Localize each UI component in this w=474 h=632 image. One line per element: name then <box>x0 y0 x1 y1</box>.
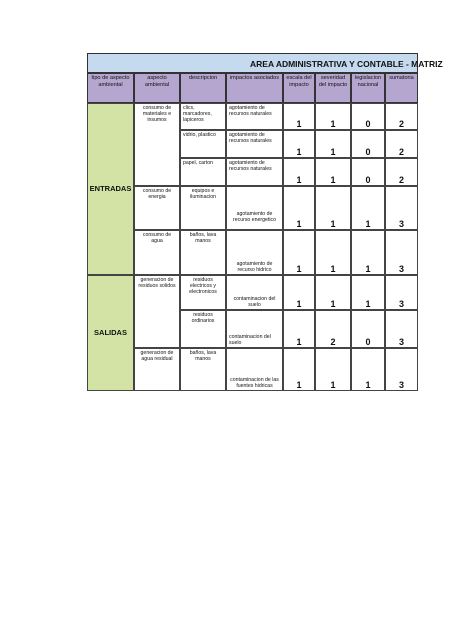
row-escala: 1 <box>283 275 315 310</box>
row-impacto: contaminacion del suelo <box>226 310 283 348</box>
row-escala: 1 <box>283 103 315 130</box>
row-severidad: 1 <box>315 275 351 310</box>
row-escala: 1 <box>283 186 315 230</box>
row-impacto: contaminacion del suelo <box>226 275 283 310</box>
row-impacto: agotamiento de recursos naturales <box>226 103 283 130</box>
row-descripcion: residuos ordinarios <box>180 310 226 348</box>
row-sumatoria: 3 <box>385 230 418 275</box>
header-tipo: tipo de aspecto ambiental <box>87 73 134 103</box>
aspect-agua: consumo de agua <box>134 230 180 275</box>
aspect-agua-residual: generacion de agua residual <box>134 348 180 391</box>
title-bar <box>87 53 443 73</box>
row-severidad: 1 <box>315 130 351 158</box>
row-escala: 1 <box>283 348 315 391</box>
row-escala: 1 <box>283 158 315 186</box>
row-legislacion: 1 <box>351 186 385 230</box>
row-severidad: 1 <box>315 186 351 230</box>
row-severidad: 1 <box>315 230 351 275</box>
row-sumatoria: 3 <box>385 348 418 391</box>
row-legislacion: 1 <box>351 275 385 310</box>
row-descripcion: baños, lava manos <box>180 230 226 275</box>
row-sumatoria: 3 <box>385 186 418 230</box>
row-severidad: 1 <box>315 348 351 391</box>
row-impacto: contaminacion de las fuentes hidricas <box>226 348 283 391</box>
row-descripcion: papel, carton <box>180 158 226 186</box>
row-escala: 1 <box>283 130 315 158</box>
row-legislacion: 0 <box>351 310 385 348</box>
matrix-title: AREA ADMINISTRATIVA Y CONTABLE - MATRIZ <box>250 59 443 69</box>
row-severidad: 2 <box>315 310 351 348</box>
row-impacto: agotamiento de recurso hidrico <box>226 230 283 275</box>
row-severidad: 1 <box>315 103 351 130</box>
row-descripcion: vidrio, plastico <box>180 130 226 158</box>
header-aspecto: aspecto ambiental <box>134 73 180 103</box>
header-descripcion: descripcion <box>180 73 226 103</box>
row-sumatoria: 2 <box>385 103 418 130</box>
aspect-energia: consumo de energia <box>134 186 180 230</box>
row-descripcion: baños, lava manos <box>180 348 226 391</box>
row-legislacion: 1 <box>351 230 385 275</box>
row-legislacion: 1 <box>351 348 385 391</box>
row-escala: 1 <box>283 310 315 348</box>
row-escala: 1 <box>283 230 315 275</box>
row-impacto: agotamiento de recurso energetico <box>226 186 283 230</box>
row-impacto: agotamiento de recursos naturales <box>226 130 283 158</box>
group-salidas: SALIDAS <box>87 275 134 391</box>
row-descripcion: clics, marcadores, lapiceros <box>180 103 226 130</box>
header-sumatoria: sumatoria <box>385 73 418 103</box>
row-sumatoria: 2 <box>385 158 418 186</box>
header-legislacion: legislacion nacional <box>351 73 385 103</box>
aspect-residuos-solidos: generacion de residuos solidos <box>134 275 180 348</box>
header-severidad: severidad del impacto <box>315 73 351 103</box>
row-legislacion: 0 <box>351 103 385 130</box>
row-severidad: 1 <box>315 158 351 186</box>
header-escala: escala del impacto <box>283 73 315 103</box>
row-legislacion: 0 <box>351 158 385 186</box>
row-legislacion: 0 <box>351 130 385 158</box>
row-sumatoria: 2 <box>385 130 418 158</box>
row-sumatoria: 3 <box>385 310 418 348</box>
row-descripcion: equipos e iluminacion <box>180 186 226 230</box>
header-impactos: impactos asociados <box>226 73 283 103</box>
aspect-materiales: consumo de materiales e insumos <box>134 103 180 186</box>
row-sumatoria: 3 <box>385 275 418 310</box>
row-impacto: agotamiento de recursos naturales <box>226 158 283 186</box>
row-descripcion: residuos electricos y electronicos <box>180 275 226 310</box>
group-entradas: ENTRADAS <box>87 103 134 275</box>
